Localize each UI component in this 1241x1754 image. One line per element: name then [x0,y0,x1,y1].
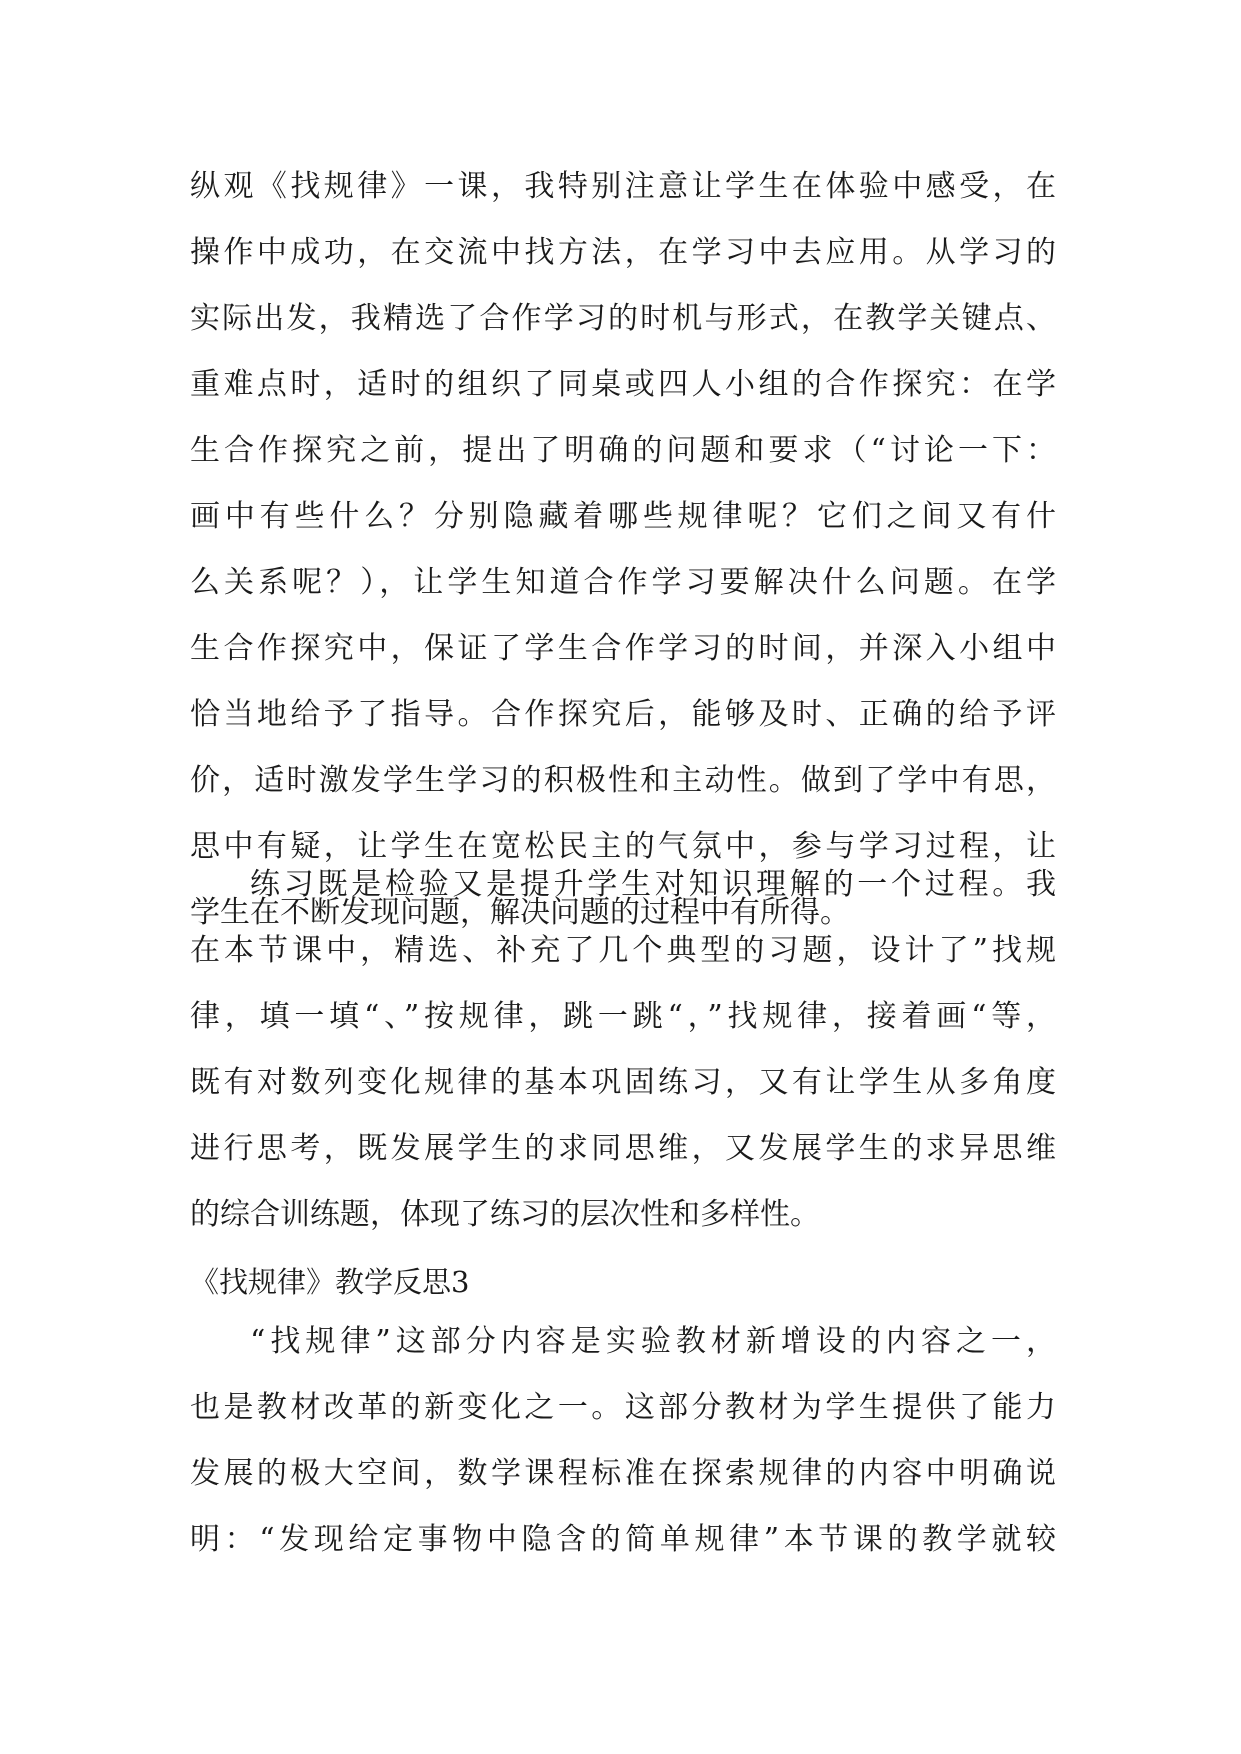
paragraph-line: 操作中成功，在交流中找方法，在学习中去应用。从学习的 [190,235,1056,270]
paragraph-line: 明：“发现给定事物中隐含的简单规律”本节课的教学就较 [190,1522,1056,1557]
paragraph-section-3-intro [190,1309,1056,1573]
section-heading: 《找规律》教学反思3 [190,1265,470,1299]
paragraph-line: 生合作探究中，保证了学生合作学习的时间，并深入小组中 [190,631,1056,666]
paragraph-reflection-exercises [190,852,1056,1248]
paragraph-line: 实际出发，我精选了合作学习的时机与形式，在教学关键点、 [190,301,1056,336]
paragraph-line: 在本节课中，精选、补充了几个典型的习题，设计了”找规 [190,933,1056,968]
paragraph-line: “找规律”这部分内容是实验教材新增设的内容之一， [250,1324,1056,1359]
paragraph-line: 练习既是检验又是提升学生对知识理解的一个过程。我 [250,867,1056,902]
paragraph-line: 么关系呢？），让学生知道合作学习要解决什么问题。在学 [190,565,1056,600]
paragraph-line: 学生在不断发现问题，解决问题的过程中有所得。 [190,895,850,930]
paragraph-line: 画中有些什么？分别隐藏着哪些规律呢？它们之间又有什 [190,499,1056,534]
paragraph-line: 恰当地给予了指导。合作探究后，能够及时、正确的给予评 [190,697,1056,732]
paragraph-line: 生合作探究之前，提出了明确的问题和要求（“讨论一下： [190,433,1056,468]
paragraph-line: 发展的极大空间，数学课程标准在探索规律的内容中明确说 [190,1456,1056,1491]
paragraph-line: 思中有疑，让学生在宽松民主的气氛中，参与学习过程，让 [190,829,1056,864]
paragraph-line: 既有对数列变化规律的基本巩固练习，又有让学生从多角度 [190,1065,1056,1100]
paragraph-line: 重难点时，适时的组织了同桌或四人小组的合作探究：在学 [190,367,1056,402]
paragraph-line: 的综合训练题，体现了练习的层次性和多样性。 [190,1197,820,1232]
paragraph-line: 也是教材改革的新变化之一。这部分教材为学生提供了能力 [190,1390,1056,1425]
paragraph-line: 价，适时激发学生学习的积极性和主动性。做到了学中有思， [190,763,1056,798]
paragraph-line: 进行思考，既发展学生的求同思维，又发展学生的求异思维 [190,1131,1056,1166]
paragraph-line: 纵观《找规律》一课，我特别注意让学生在体验中感受，在 [190,169,1056,204]
paragraph-reflection-cooperative-learning [190,154,1056,946]
paragraph-line: 律，填一填“、”按规律，跳一跳“，”找规律，接着画“等， [190,999,1056,1034]
